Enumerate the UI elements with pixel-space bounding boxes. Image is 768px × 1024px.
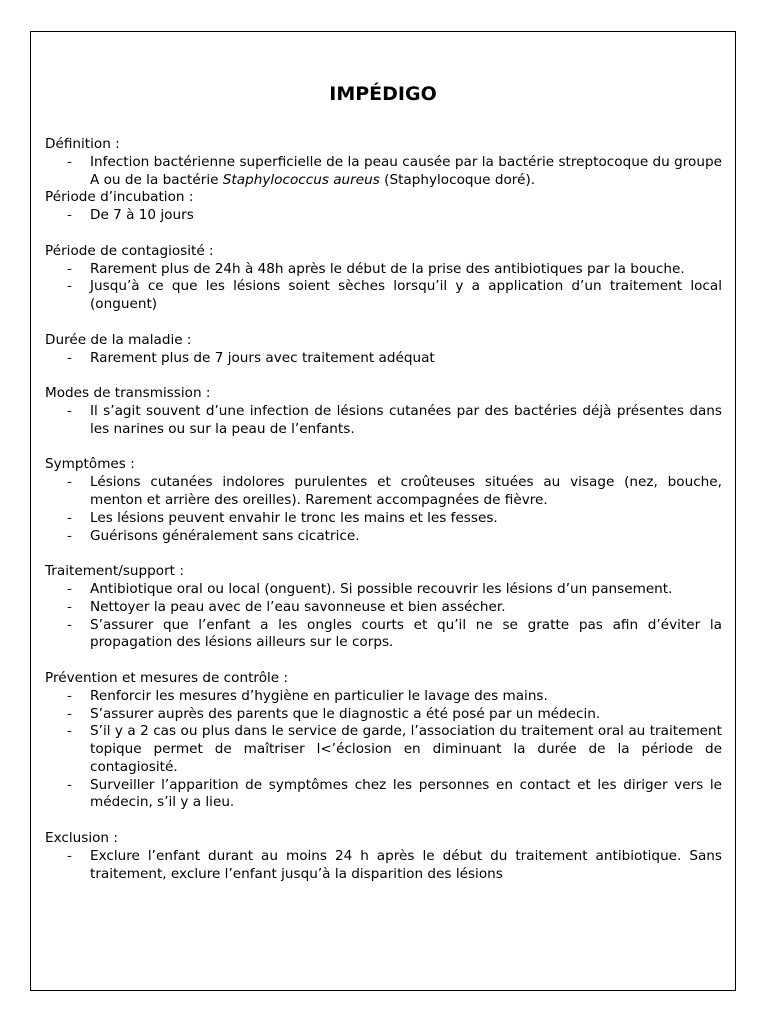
list-item (45, 474, 722, 510)
list-item (45, 207, 722, 225)
section-heading: Définition : (45, 136, 120, 152)
dash-bullet: - (67, 776, 72, 793)
section-transmission (45, 385, 722, 438)
section-prevention (45, 670, 722, 812)
item-text: S’il y a 2 cas ou plus dans le service de garde, l’association du traitement oral au traitement topique permet de maîtriser l<’éclosion en diminuant la durée de la période de contagiosité. (90, 723, 722, 775)
list-item (45, 599, 722, 617)
dash-bullet: - (67, 527, 72, 544)
list-item (45, 723, 722, 776)
section-heading: Symptômes : (45, 456, 135, 473)
dash-bullet: - (67, 616, 72, 633)
document-body (45, 136, 722, 883)
dash-bullet: - (67, 153, 72, 170)
list-item (45, 350, 722, 368)
list-item (45, 403, 722, 439)
dash-bullet: - (67, 207, 72, 224)
dash-bullet: - (67, 847, 72, 864)
bullet-list (45, 848, 722, 884)
item-text: Surveiller l’apparition de symptômes chez les personnes en contact et les diriger vers le médecin, s’il y a lieu. (90, 776, 722, 811)
list-item (45, 706, 722, 724)
bullet-list (45, 403, 722, 439)
bullet-list (45, 261, 722, 314)
bullet-list (45, 207, 722, 225)
item-text: Il s’agit souvent d’une infection de lésions cutanées par des bactéries déjà présentes dans les narines ou sur la peau de l’enfants. (90, 402, 722, 437)
item-text: Lésions cutanées indolores purulentes et croûteuses situées au visage (nez, bouche, menton et arrière des oreilles). Rarement accompagnées de fièvre. (90, 474, 722, 508)
item-text: Guérisons généralement sans cicatrice. (90, 527, 360, 544)
item-text: Rarement plus de 24h à 48h après le début de la prise des antibiotiques par la bouche. (90, 260, 685, 277)
item-text: Renforcir les mesures d’hygiène en particulier le lavage des mains. (90, 687, 548, 704)
list-item (45, 617, 722, 653)
section-heading: Traitement/support : (45, 563, 184, 580)
list-item (45, 261, 722, 279)
item-text: De 7 à 10 jours (90, 207, 194, 224)
dash-bullet: - (67, 474, 72, 491)
item-text: Antibiotique oral ou local (onguent). Si possible recouvrir les lésions d’un pansement. (90, 580, 673, 597)
dash-bullet: - (67, 278, 72, 295)
section-heading: Période d’incubation : (45, 189, 194, 206)
item-text: S’assurer que l’enfant a les ongles courts et qu’il ne se gratte pas afin d’éviter la propagation des lésions ailleurs sur le corps. (90, 616, 722, 651)
list-item (45, 581, 722, 599)
section-heading: Exclusion : (45, 830, 118, 847)
dash-bullet: - (67, 687, 72, 704)
section-incubation (45, 189, 722, 225)
dash-bullet: - (67, 705, 72, 722)
bullet-list (45, 154, 722, 190)
dash-bullet: - (67, 580, 72, 597)
list-item (45, 777, 722, 813)
list-item (45, 528, 722, 546)
section-symptomes (45, 456, 722, 545)
dash-bullet: - (67, 349, 72, 366)
item-text: Nettoyer la peau avec de l’eau savonneuse et bien assécher. (90, 598, 506, 615)
dash-bullet: - (67, 509, 72, 526)
bullet-list (45, 474, 722, 545)
section-heading: Durée de la maladie : (45, 331, 192, 348)
section-duree (45, 332, 722, 368)
bullet-list (45, 688, 722, 813)
bullet-list (45, 350, 722, 368)
list-item (45, 848, 722, 884)
item-text: S’assurer auprès des parents que le diagnostic a été posé par un médecin. (90, 705, 601, 722)
section-definition (45, 136, 722, 189)
list-item (45, 510, 722, 528)
item-text: Exclure l’enfant durant au moins 24 h après le début du traitement antibiotique. Sans traitement, exclure l’enfant jusqu’à la disparition des lésions (90, 847, 722, 882)
dash-bullet: - (67, 723, 72, 740)
section-heading: Période de contagiosité : (45, 242, 214, 259)
document-title: IMPÉDIGO (329, 83, 437, 105)
item-text: (Staphylocoque doré). (379, 171, 536, 188)
bullet-list (45, 581, 722, 652)
dash-bullet: - (67, 260, 72, 277)
section-heading: Prévention et mesures de contrôle : (45, 669, 289, 686)
section-contagiosite (45, 243, 722, 314)
list-item (45, 688, 722, 706)
item-text: Rarement plus de 7 jours avec traitement adéquat (90, 349, 435, 366)
item-text: Infection bactérienne superficielle de la peau causée par la bactérie streptocoque du groupe A ou de la bactérie (90, 153, 722, 188)
section-exclusion (45, 830, 722, 883)
dash-bullet: - (67, 402, 72, 419)
item-text-italic: Staphylococcus aureus (222, 171, 380, 188)
list-item (45, 154, 722, 190)
section-heading: Modes de transmission : (45, 385, 211, 402)
dash-bullet: - (67, 598, 72, 615)
list-item (45, 278, 722, 314)
item-text: Les lésions peuvent envahir le tronc les mains et les fesses. (90, 509, 498, 526)
item-text: Jusqu’à ce que les lésions soient sèches lorsqu’il y a application d’un traitement local (onguent) (90, 278, 722, 313)
section-traitement (45, 563, 722, 652)
